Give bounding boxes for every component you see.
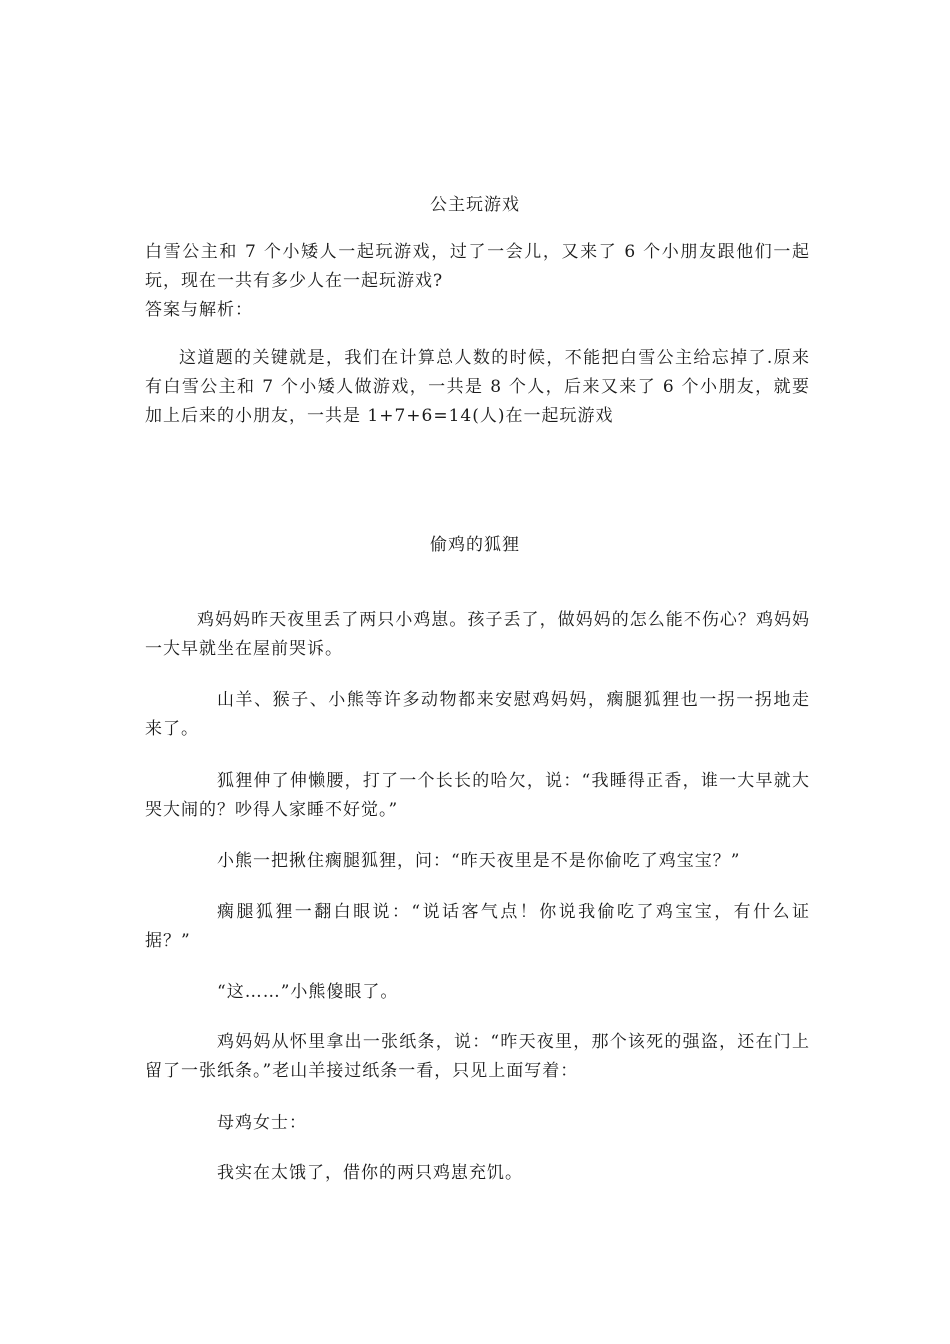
story-paragraph-8: 母鸡女士： bbox=[217, 1113, 307, 1133]
story-paragraph-6: “这……”小熊傻眼了。 bbox=[217, 982, 399, 1002]
section1-answer-label: 答案与解析： bbox=[145, 300, 253, 320]
section1-title: 公主玩游戏 bbox=[430, 195, 520, 215]
story-paragraph-7: 鸡妈妈从怀里拿出一张纸条，说：“昨天夜里，那个该死的强盗，还在门上留了一张纸条。”老山羊接过纸条一看，只见上面写着： bbox=[145, 1032, 810, 1081]
story-paragraph-4: 小熊一把揪住瘸腿狐狸，问：“昨天夜里是不是你偷吃了鸡宝宝？” bbox=[217, 851, 741, 871]
section1-question: 白雪公主和 7 个小矮人一起玩游戏，过了一会儿，又来了 6 个小朋友跟他们一起玩，现在一共有多少人在一起玩游戏? bbox=[145, 242, 810, 291]
story-paragraph-9: 我实在太饿了，借你的两只鸡崽充饥。 bbox=[217, 1163, 523, 1183]
section1-explanation: 这道题的关键就是，我们在计算总人数的时候，不能把白雪公主给忘掉了.原来有白雪公主和 7 个小矮人做游戏，一共是 8 个人，后来又来了 6 个小朋友，就要加上后来的小朋友，一共是 1+7+6=14(人)在一起玩游戏 bbox=[145, 348, 810, 426]
story-paragraph-5: 瘸腿狐狸一翻白眼说：“说话客气点！你说我偷吃了鸡宝宝，有什么证据？” bbox=[145, 902, 810, 951]
story-paragraph-1: 鸡妈妈昨天夜里丢了两只小鸡崽。孩子丢了，做妈妈的怎么能不伤心？鸡妈妈一大早就坐在屋前哭诉。 bbox=[145, 610, 810, 659]
section2-title: 偷鸡的狐狸 bbox=[430, 535, 520, 555]
story-paragraph-3: 狐狸伸了伸懒腰，打了一个长长的哈欠，说：“我睡得正香，谁一大早就大哭大闹的？吵得人家睡不好觉。” bbox=[145, 771, 810, 820]
story-paragraph-2: 山羊、猴子、小熊等许多动物都来安慰鸡妈妈，瘸腿狐狸也一拐一拐地走来了。 bbox=[145, 690, 810, 739]
